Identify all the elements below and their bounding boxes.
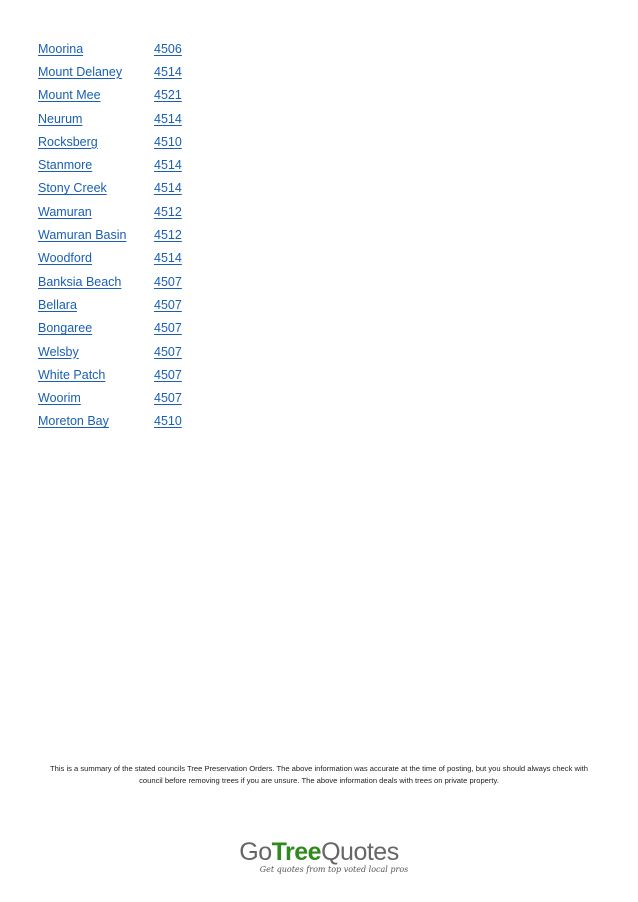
- suburb-row[interactable]: [38, 107, 188, 130]
- suburb-row[interactable]: [38, 340, 188, 363]
- postcode-link[interactable]: 4521: [154, 88, 182, 103]
- postcode-link[interactable]: 4514: [154, 181, 182, 196]
- logo-tagline: Get quotes from top voted local pros: [259, 865, 409, 874]
- postcode-link[interactable]: 4514: [154, 111, 182, 126]
- disclaimer-line-2: council before removing trees if you are unsure. The above information deals with trees on private property.: [139, 776, 499, 785]
- suburb-name-link[interactable]: Stanmore: [38, 158, 93, 173]
- suburb-row[interactable]: [38, 247, 188, 270]
- logo-wordmark: [0, 838, 638, 866]
- suburb-name-link[interactable]: Welsby: [38, 344, 79, 359]
- suburb-name-link[interactable]: Stony Creek: [38, 181, 107, 196]
- suburb-name-link[interactable]: Woodford: [38, 251, 92, 266]
- postcode-link[interactable]: 4507: [154, 367, 182, 382]
- postcode-link[interactable]: 4507: [154, 391, 182, 406]
- suburb-name-link[interactable]: Moorina: [38, 41, 84, 56]
- suburb-row[interactable]: [38, 363, 188, 386]
- suburb-name-link[interactable]: Neurum: [38, 111, 83, 126]
- suburb-row[interactable]: [38, 270, 188, 293]
- logo-part-tree: Tree: [271, 838, 322, 866]
- suburb-row[interactable]: [38, 386, 188, 409]
- suburb-name-link[interactable]: White Patch: [38, 367, 106, 382]
- postcode-link[interactable]: 4510: [154, 414, 182, 429]
- suburb-row[interactable]: [38, 223, 188, 246]
- suburb-name-link[interactable]: Bongaree: [38, 321, 93, 336]
- suburb-row[interactable]: [38, 84, 188, 107]
- suburb-row[interactable]: [38, 60, 188, 83]
- postcode-link[interactable]: 4507: [154, 321, 182, 336]
- postcode-link[interactable]: 4514: [154, 251, 182, 266]
- suburb-name-link[interactable]: Woorim: [38, 391, 81, 406]
- postcode-link[interactable]: 4507: [154, 344, 182, 359]
- logo-part-go: Go: [239, 838, 272, 866]
- postcode-link[interactable]: 4510: [154, 134, 182, 149]
- suburb-list: [38, 37, 188, 433]
- disclaimer-line-1: This is a summary of the stated councils Tree Preservation Orders. The above information was accurate at the time of posting, but you should always check with: [49, 764, 588, 773]
- suburb-row[interactable]: [38, 130, 188, 153]
- suburb-row[interactable]: [38, 293, 188, 316]
- suburb-name-link[interactable]: Mount Delaney: [38, 64, 123, 79]
- suburb-row[interactable]: [38, 410, 188, 433]
- gotreequotes-logo: [0, 838, 638, 874]
- postcode-link[interactable]: 4506: [154, 41, 182, 56]
- postcode-link[interactable]: 4512: [154, 228, 182, 243]
- suburb-name-link[interactable]: Mount Mee: [38, 88, 101, 103]
- suburb-name-link[interactable]: Rocksberg: [38, 134, 98, 149]
- postcode-link[interactable]: 4512: [154, 204, 182, 219]
- suburb-name-link[interactable]: Moreton Bay: [38, 414, 109, 429]
- logo-part-quotes: Quotes: [321, 838, 399, 866]
- suburb-name-link[interactable]: Wamuran: [38, 204, 92, 219]
- postcode-link[interactable]: 4507: [154, 274, 182, 289]
- postcode-link[interactable]: 4507: [154, 297, 182, 312]
- suburb-row[interactable]: [38, 37, 188, 60]
- suburb-row[interactable]: [38, 200, 188, 223]
- suburb-name-link[interactable]: Banksia Beach: [38, 274, 122, 289]
- suburb-row[interactable]: [38, 317, 188, 340]
- postcode-link[interactable]: 4514: [154, 64, 182, 79]
- suburb-name-link[interactable]: Bellara: [38, 297, 77, 312]
- suburb-row[interactable]: [38, 153, 188, 176]
- suburb-row[interactable]: [38, 177, 188, 200]
- disclaimer-text: [30, 763, 608, 787]
- postcode-link[interactable]: 4514: [154, 158, 182, 173]
- suburb-name-link[interactable]: Wamuran Basin: [38, 228, 127, 243]
